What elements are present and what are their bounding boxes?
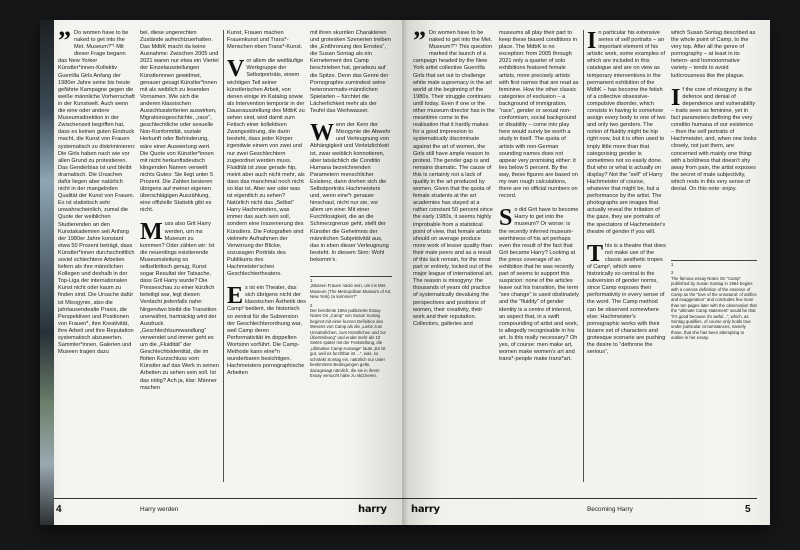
paragraph [227,30,306,51]
drop-cap: W [310,120,334,147]
footnote [310,278,392,300]
left-column-4 [310,30,392,270]
paragraph [140,30,219,214]
paragraph-text: o did Grit have to become Harry to get into the museum? Or worse: is the recently inferred museum-worthiness of his art perhaps even the result of the fact that Grit became Harry? Looking at the press coverage of an exhibition that he was recently part of seems to support this suspicion: none of the articles leave out his transition, the term “sex change” is used obstinately and the “fluidity” of gender identity is a centre of interest, an aspect that, in a swift compounding of artist and work, is allegedly recognisable in his art. Is this really necessary? Oh yes, of course: men make art, women make women's art and trans*-people make trans*art. [499,207,579,363]
footnote-text: The famous essay Notes On “Camp” published by Susan Sontag in 1964 begins with a concise definition of the essence of Camp as the “love of the unnatural: of artifice and exaggeration” and concludes few more than ten pages later with the observation that the “ultimate Camp statement” would be that “it's good because it's awful...”, which, as Sontag qualifies, of course only holds true under particular circumstances, namely those, that she has been attempting to outline in her essay. [671,275,757,341]
paragraph [671,84,757,193]
paragraph-text: Do women have to be naked to get into the Met. Museum?”¹ Mit dieser Frage begann das New Yorker Künstler*innen-Kollektiv Guerrilla Girls Anfang der 1980er Jahre seine bis heute gefährte Kampagne gegen die weiße männliche Vorherrschaft in der Kunstwelt. Auch wenn die eine oder andere Museumsdirektion in der Zwischenzeit begriffen hat, dass es keinen guten Eindruck macht, die Kunst von Frauen systematisch zu diskriminieren: Die Girls haben nach wie vor allen Grund zu protestieren. Das Genderbias ist und bleibt dramatisch. Die Ursachen dafür liegen aber natürlich nicht in der mangelnden Qualität der Kunst von Frauen. Es ist statistisch sehr unwahrscheinlich, zumal die Quote der weiblichen Studierenden an den Kunstakademien seit Anfang der 1980er Jahre konstant etwa 50 Prozent beträgt, dass Künstler*innen durchschnittlich soviel schlechtere Arbeiten liefern als ihre männlichen Kollegen und deshalb in der Top-Liga der internationalen Kunst nicht oder kaum zu finden sind. Die Ursache dafür ist Misogynie, also die jahrtausendealte Praxis, die Perspektiven und Positionen von Frauen*, ihre Kreativität, ihre Arbeit und ihre Reputation systematisch abzuwerten. Sammler*innen, Galerien und Museen tragen dazu [58,30,136,356]
footnote-number: 2 [310,302,313,308]
right-page [405,20,770,525]
running-head: Becoming Harry [587,506,633,513]
paragraph-text: which Susan Sontag described as the whole point of Camp, to the very top. After all the genre of pornography – at least in its hetero- and homonormative variety – tends to avoid ludicrousness like the plague. [671,30,756,79]
paragraph [58,30,136,356]
paragraph [310,122,392,264]
drop-cap: V [227,56,245,83]
footnote-rule [671,260,757,261]
footnote [310,303,392,379]
harry-logo: harry [411,504,440,515]
paragraph-gap [671,80,757,87]
right-column-1 [413,30,495,482]
running-head: Harry werden [140,506,179,513]
right-column-3 [587,30,667,482]
paragraph-text: s ist ein Theater, das sich übrigens nicht der klassischen Ästhetik des Camp² bedient, die historisch so zentral für die Subversion der Geschlechterordnung war, weil Camp deren Performativität im doppelten Wortsinn vorführt. Die Camp-Methode kann eine*n wunderbaren besichtigen. Hachmeisters pornographische Arbeiten [227,285,306,377]
paragraph-text: n particular his extensive series of self portraits – an important element of his artistic work, some examples of which are included in this catalogue and are on view as temporary interventions in the permanent exhibition of the MdbK – has become the fetish of a collective obsessive-compulsive disorder, which consists in having to somehow assign every body to one of two and only two genders. The notion of fluidity might be hip right now, but it is often used to imply little more than that categorising gender is sometimes not so easily done. But who or what is actually on display? Not the “self” of Harry Hachmeister of course, whatever that might be, but a performance by the artist. The photographs are images that actually reveal the irritation of the gaze, they are portraits of the spectators of Hachmeister's theatre of gender if you will. [587,30,666,235]
right-column-2 [499,30,579,482]
footnote-rule [310,276,392,277]
footnote [671,262,757,267]
paragraph [310,30,392,115]
right-footnotes [671,262,757,482]
footnote-text: „Müssen Frauen nackt sein, um ins Met. Museum (The Metropolitan Museum of Art, New York) zu kommen?“ [310,283,392,300]
footnote-number: 2 [671,270,674,276]
left-column-1 [58,30,136,482]
paragraph-text: Do women have to be naked to get into the Met. Museum?”¹ This question marked the launch of a campaign headed by the New York artist collective Guerrilla Girls that set out to challenge white male supremacy in the art world at the beginning of the 1980s. Their struggle continues until today. Even if one or the other museum director has in the meantime come to the realisation that it hardly makes for a good impression to systematically discriminate against the art of women, the Girls still have ample reason to protest. The gender gap is and remains dramatic. The cause of this is certainly not a lack of quality in the art produced by women. Given that the quota of female students at the art academies has stayed at a rather constant 50 percent since the early 1980s, it seems highly improbable from a statistical point of view, that female artists should on average produce more work of lesser quality than their male peers and as a result of this lack remain, for the most part or entirely, locked out of the major league of international art. The reason is misogyny: the thousands of years old practice of systematically devaluing the perspectives and positions of women, their creativity, their work and their reputation. Collectors, galleries and [413,30,495,327]
paragraph-text: or allem die weitläufige Werkgruppe der Selbstporträts, einem wichtigen Teil seiner künstlerischen Arbeit, von denen einige im Katalog sowie als Intervention temporär in der Dauerausstellung des MdbK zu sehen sind, wird damit zum Fetisch einer kollektiven Zwangsstörung, die darin besteht, dass jeder Körper irgendwie einem von zwei und nur zwei Geschlechtern zugeordnet werden muss. Fluidität ist zwar gerade hip, meint aber auch nicht mehr, als dass das manchmal noch nicht so klar ist. Aber wer oder was ist eigentlich zu sehen? Natürlich nicht das „Selbst“ Harry Hachmeisters, was immer das auch sein soll, sondern eine Inszenierung des Künstlers. Die Fotografien sind vielmehr Aufnahmen der Verwirrung der Blicke, sozusagen Porträts des Publikums des Hachmeister'schen Geschlechtertheaters. [227,58,305,278]
left-footnotes [310,278,392,482]
paragraph [227,58,306,278]
book-gutter-shadow [402,20,408,525]
paragraph [671,30,757,80]
left-page [40,20,405,525]
page-number: 5 [745,504,751,515]
drop-cap: I [587,30,597,54]
paragraph [227,285,306,377]
paragraph [587,240,667,357]
drop-cap: I [671,84,681,111]
left-column-2 [140,30,219,482]
drop-cap: E [227,283,244,310]
column-divider [583,30,584,482]
page-number: 4 [56,504,62,515]
right-column-4 [671,30,757,252]
paragraph [140,221,219,391]
footnote-number: 1 [671,262,674,267]
opening-quote-mark: ” [413,30,426,55]
paragraph-text: bei, diese ungerechten Zustände aufrechtzuerhalten. Das MdbK macht da keine Ausnahme: Zwischen 2005 und 2021 waren nur etwa ein Viertel der Einzelausstellungen Künstlerinnen gewidmet, genauer gesagt Künstler*innen mit als weiblich zu lesenden Vornamen. Wie sich die anderen klassischen Ausschlusskriterien auswirken, Migrationsgeschichte, „race“, geschlechtliche oder sexuelle Non-Konformität, soziale Herkunft oder Behinderung, wäre einer Auswertung wert. Die Quote von Künstler*innen mit nicht herkunftsdeutsch klingenden Namen verweilt nichts Gutes: Sie liegt unter 5 Prozent. Die Zahlen besieren übrigens auf meiner eigenen überschlägigen Auszählung, eine offizielle Statistik gibt es nicht. [140,30,219,214]
paragraph-text: his is a theatre that does not make use of the classic aesthetic tropes of Camp², which were historically so central to the subversion of gender norms, since Camp exposes their performativity in every sense of the word. The Camp method can be observed somewhere else: Hachmeister's pornographic works with their bizarre set of characters and grotesque scenarie are pushing the desire to “dethrone the serious”, [587,242,666,356]
paragraph-text: Kunst, Frauen machen Frauenkunst und Trans*-Menschen eben Trans*-Kunst. [227,30,303,51]
paragraph [413,30,495,328]
paragraph [587,30,667,236]
drop-cap: T [587,240,604,267]
photo-strip [40,20,54,525]
column-divider [223,30,224,482]
drop-cap: M [140,219,163,246]
footnote [671,270,757,340]
paragraph-text: uss also Grit Harry werden, um ins Museum zu kommen? Oder zählen wir: Ist die neuerdings existierende Museumsleitung so selbstkritisch genug, Kunst sogar Resultat der Tatsache, dass Grit Harry wurde? Die Presseschau zu einer kürzlich beteiligt war, legt diesen Verdacht jedenfalls nahe: Nirgendwo bleibt die Transition unerwähnt, hartnäckig wird der Ausdruck „Geschlechtsumwandlung“ verwendet und immer geht es um die „Fluidität“ der Geschlechtsidentität, die im flotten Kurzschluss vom Künstler auf das Werk in seinen Arbeiten zu sehen sein soll. Ist das nötig? Ach ja, klar: Männer machen [140,221,219,391]
drop-cap: S [499,205,513,232]
footer-rule [54,498,405,499]
paragraph-text: mit ihren skurrilen Charakteren und grotesken Szenerien treiben die „Entthronung des Ernstes“, die Susan Sontag als ein Kernelement des Camp beschrieben hat, geradezu auf die Spitze. Denn das Genre der Pornographie zumindest seine heteronormativ-männlichen Spielarten – fürchtet die Lächerlichkeit mehr als der Teufel das Weihwasser. [310,30,391,115]
paragraph [499,207,579,363]
opening-quote-mark: ” [58,30,71,55]
footnote-number: 1 [310,278,313,283]
paragraph [499,30,579,200]
paragraph-text: enn der Kern der Misogynie die Abwehr und Verleugnung von Abhängigkeit und Verletzlichkeit ist, zwar weiblich konnotieren, aber tatsächlich die Conditio Humana bezeichnenden Parametern menschlicher Existenz, dann drehen sich die Selbstporträts Hachmeisters und, wenn eine*r genauer hinschaut, nicht nur sie, vor allem um eine: Mit einer Furchtlosigkeit, die an die Schmerzgrenze geht, stellt der Künstler die Geheimnis der männlichen Subjektivität aus, das in eben dieser Verleugnung besteht. In diesem Sinn: Wohl bekomm's. [310,122,391,263]
footer-rule [405,498,757,499]
paragraph-text: museums all play their part to keep these biased conditions in place. The MdbK is no exception: from 2005 through 2021 only a quarter of solo exhibitions featured female artists, more precisely artists with first names that are read as feminine. How the other classic categories of exclusion – a background of immigration, “race”, gender or sexual non-conformism, social background or disability – come into play here would surely be worth a study in itself. The quota of artists with non-German sounding names does not appear very promising either: it lies below 5 percent. By the way, these figures are based on my own rough calculations, there are no official numbers on record. [499,30,579,200]
paragraph-text: f the core of misogyny is the defence and denial of dependence and vulnerability – traits seen as feminine, yet in fact parameters defining the very conditio humana of our existence – then the self portraits of Hachmeister, and, when one looks closely, not just them, are concerned with mainly one thing: with a boldness that doesn't shy away from pain, the artist exposes the secret of male subjectivity, which rests in this very sense of denial. On this note: enjoy. [671,86,757,192]
left-column-3 [227,30,306,482]
harry-logo: harry [358,504,387,515]
footnote-text: Der berühmte 1964 publizierte Essay Notes On „Camp“ von Susan Sontag beginnt mit einer kurzen Definition des Wesens von Camp als die „Liebe zum Unnatürlichen, zum Künstlichen und zur Übertreibung“ und endet mehr als 10 Seiten später mit der Feststellung, die „ultimative Camp-Aussage“ laute „Es ist gut, weil es furchtbar ist ...“, was, so schränkt Sontag ein, natürlich nur unter bestimmten Bedingungen gelte, dazugesagt nämlich, die sie in ihrem Essay versucht habe zu skizzieren. [310,308,386,378]
